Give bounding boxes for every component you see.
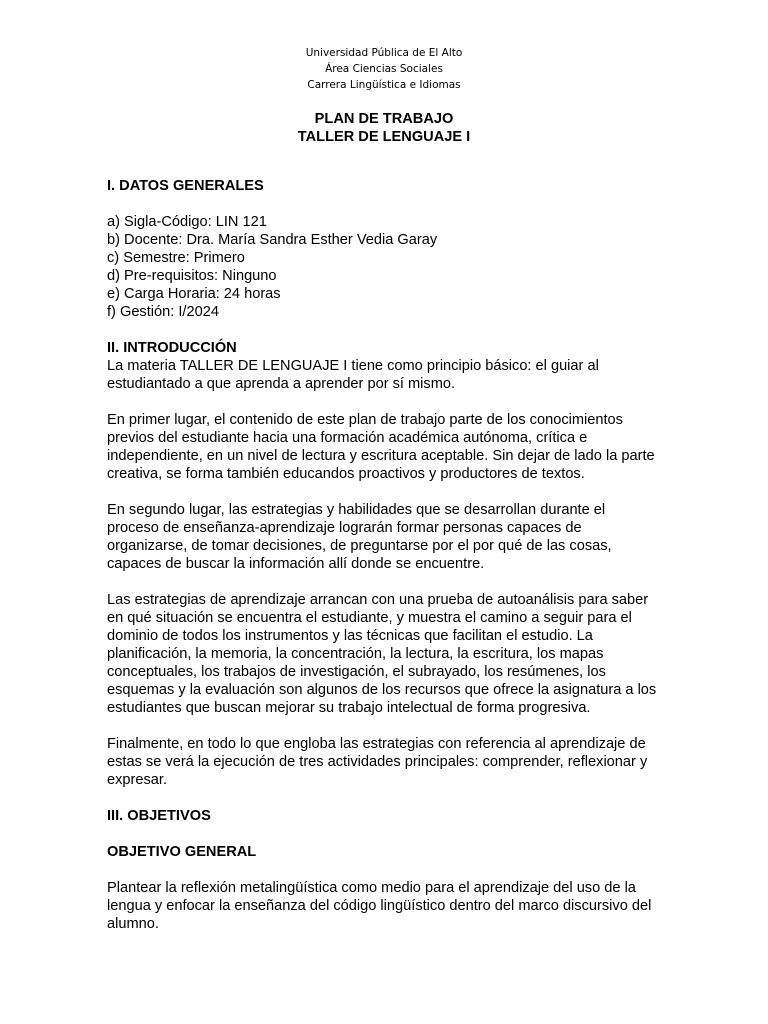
paragraph-line: proceso de enseñanza-aprendizaje lograrán formar personas capaces de — [107, 520, 582, 536]
paragraph-line: La materia TALLER DE LENGUAJE I tiene como principio básico: el guiar al — [107, 358, 599, 374]
subsection-heading: OBJETIVO GENERAL — [107, 844, 257, 860]
list-item: b) Docente: Dra. María Sandra Esther Vedia Garay — [107, 232, 438, 248]
header-area: Área Ciencias Sociales — [325, 63, 443, 75]
paragraph — [107, 357, 679, 393]
paragraph-line: lengua y enfocar la enseñanza del código lingüístico dentro del marco discursivo del — [107, 898, 652, 914]
list-item: e) Carga Horaria: 24 horas — [107, 286, 281, 302]
list-item: f) Gestión: I/2024 — [107, 304, 219, 320]
paragraph-line: Finalmente, en todo lo que engloba las estrategias con referencia al aprendizaje de — [107, 736, 646, 752]
section-heading: I. DATOS GENERALES — [107, 178, 264, 194]
paragraph-line: en qué situación se encuentra el estudiante, y muestra el camino a seguir para el — [107, 610, 632, 626]
paragraph — [107, 591, 679, 717]
paragraph — [107, 735, 679, 789]
paragraph-line: Plantear la reflexión metalingüística como medio para el aprendizaje del uso de la — [107, 880, 636, 896]
list-item: a) Sigla-Código: LIN 121 — [107, 214, 267, 230]
paragraph — [107, 411, 679, 483]
section-heading: III. OBJETIVOS — [107, 808, 211, 824]
document-body — [107, 177, 679, 933]
section-objetivos — [107, 807, 679, 933]
header-university: Universidad Pública de El Alto — [305, 47, 463, 59]
paragraph-line: estudiantes que buscan mejorar su trabajo intelectual de forma progresiva. — [107, 700, 591, 716]
section-heading: II. INTRODUCCIÓN — [107, 340, 237, 356]
paragraph — [107, 879, 679, 933]
paragraph-line: dominio de todos los instrumentos y las técnicas que facilitan el estudio. La — [107, 628, 593, 644]
paragraph-line: independiente, en un nivel de lectura y escritura aceptable. Sin dejar de lado la parte — [107, 448, 655, 464]
paragraph-line: previos del estudiante hacia una formación académica autónoma, crítica e — [107, 430, 588, 446]
list-item: c) Semestre: Primero — [107, 250, 245, 266]
paragraph-line: expresar. — [107, 772, 168, 788]
paragraph-line: En primer lugar, el contenido de este plan de trabajo parte de los conocimientos — [107, 412, 623, 428]
header-career: Carrera Lingüística e Idiomas — [307, 79, 461, 91]
section-datos-generales — [107, 177, 679, 321]
paragraph — [107, 501, 679, 573]
paragraph-line: planificación, la memoria, la concentración, la lectura, la escritura, los mapas — [107, 646, 604, 662]
paragraph-line: Las estrategias de aprendizaje arrancan con una prueba de autoanálisis para saber — [107, 592, 649, 608]
list-item: d) Pre-requisitos: Ninguno — [107, 268, 277, 284]
paragraph-line: conceptuales, los trabajos de investigación, el subrayado, los resúmenes, los — [107, 664, 606, 680]
paragraph-line: alumno. — [107, 916, 159, 932]
document-title — [0, 110, 768, 146]
section-introduccion — [107, 339, 679, 789]
paragraph-line: creativa, se forma también educandos proactivos y productores de textos. — [107, 466, 585, 482]
title-line-2: TALLER DE LENGUAJE I — [297, 129, 471, 145]
paragraph-line: En segundo lugar, las estrategias y habilidades que se desarrollan durante el — [107, 502, 606, 518]
paragraph-line: organizarse, de tomar decisiones, de preguntarse por el por qué de las cosas, — [107, 538, 612, 554]
paragraph-line: estudiantado a que aprenda a aprender por sí mismo. — [107, 376, 456, 392]
paragraph-line: estas se verá la ejecución de tres actividades principales: comprender, reflexionar y — [107, 754, 648, 770]
paragraph-line: esquemas y la evaluación son algunos de los recursos que ofrece la asignatura a los — [107, 682, 657, 698]
paragraph-line: capaces de buscar la información allí donde se encuentre. — [107, 556, 485, 572]
title-line-1: PLAN DE TRABAJO — [314, 111, 454, 127]
institution-header — [0, 45, 768, 93]
